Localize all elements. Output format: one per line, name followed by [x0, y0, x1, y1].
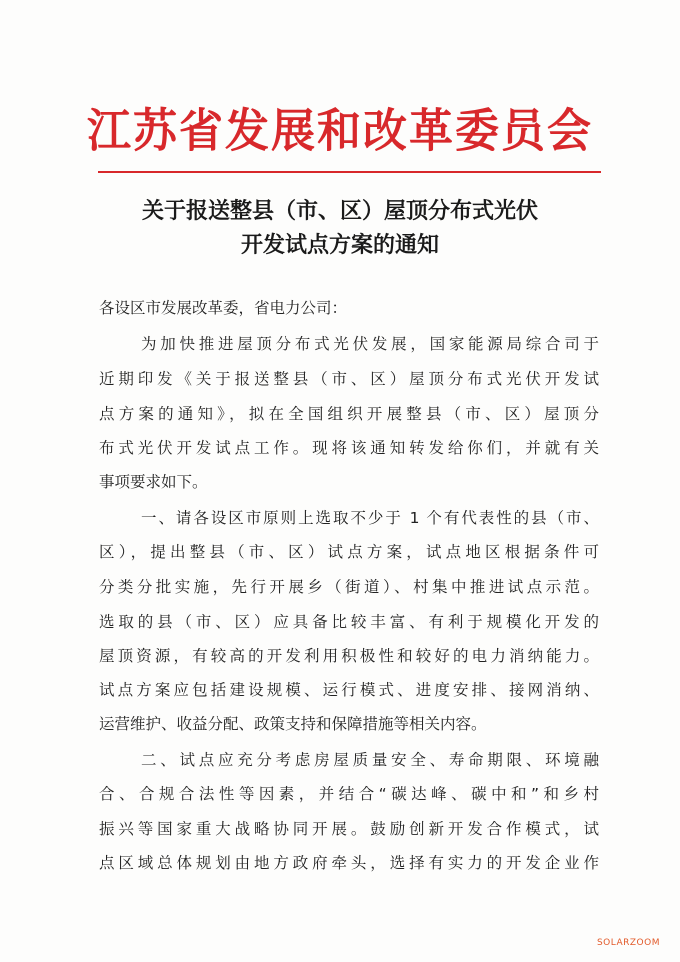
- watermark-logo: SOLARZOOM: [596, 938, 660, 948]
- body-line: 二、试点应充分考虑房屋质量安全、寿命期限、环境融: [141, 751, 599, 769]
- salutation: 各设区市发展改革委，省电力公司：: [99, 299, 348, 317]
- body-line: 区），提出整县（市、区）试点方案，试点地区根据条件可: [99, 543, 599, 561]
- body-line: 布式光伏开发试点工作。现将该通知转发给你们，并就有关: [99, 439, 599, 457]
- header-red-rule: [98, 171, 601, 173]
- body-line: 运营维护、收益分配、政策支持和保障措施等相关内容。: [99, 715, 487, 733]
- body-line: 为加快推进屋顶分布式光伏发展，国家能源局综合司于: [141, 335, 599, 353]
- organization-header: 江苏省发展和改革委员会: [87, 104, 593, 158]
- body-line: 振兴等国家重大战略协同开展。鼓励创新开发合作模式，试: [99, 820, 599, 838]
- body-line: 分类分批实施，先行开展乡（街道）、村集中推进试点示范。: [99, 578, 599, 596]
- body-line: 屋顶资源，有较高的开发利用积极性和较好的电力消纳能力。: [99, 647, 599, 665]
- body-line: 一、请各设区市原则上选取不少于 1 个有代表性的县（市、: [141, 509, 599, 527]
- body-line: 近期印发《关于报送整县（市、区）屋顶分布式光伏开发试: [99, 370, 599, 388]
- document-title-line-2: 开发试点方案的通知: [240, 232, 439, 258]
- body-line: 点方案的通知》，拟在全国组织开展整县（市、区）屋顶分: [99, 405, 599, 423]
- body-line: 选取的县（市、区）应具备比较丰富、有利于规模化开发的: [99, 613, 599, 631]
- body-line: 试点方案应包括建设规模、运行模式、进度安排、接网消纳、: [99, 681, 599, 699]
- body-line: 合、合规合法性等因素，并结合“碳达峰、碳中和”和乡村: [99, 785, 599, 803]
- document-title-line-1: 关于报送整县（市、区）屋顶分布式光伏: [141, 198, 538, 224]
- body-line: 点区域总体规划由地方政府牵头，选择有实力的开发企业作: [99, 854, 599, 872]
- body-line: 事项要求如下。: [99, 473, 208, 491]
